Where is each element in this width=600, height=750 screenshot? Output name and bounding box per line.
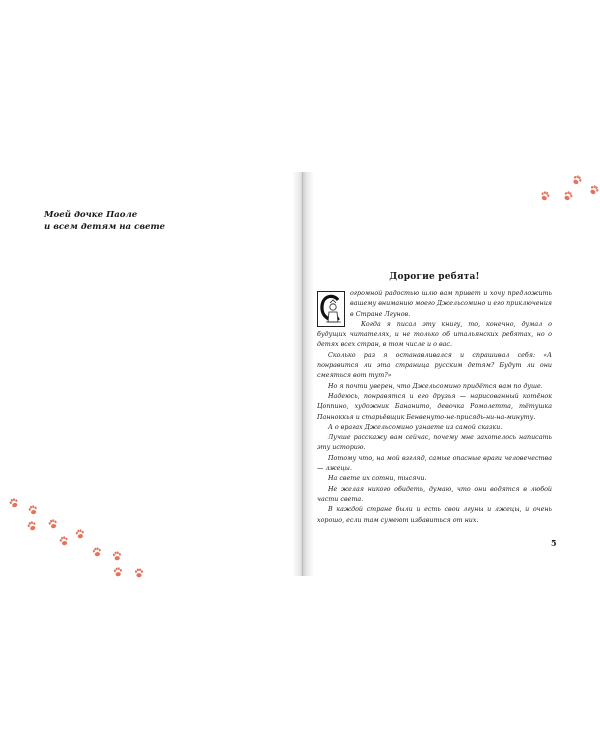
letter-paragraph: Не желая никого обидеть, думаю, что они водятся в любой части света. [317,485,552,503]
letter-paragraph: В каждой стране были и есть свои лгуны и лжецы, и очень хорошо, если там сумеют избавиться от них. [317,506,552,524]
paw-print-icon [48,519,58,530]
paw-print-icon [563,190,574,201]
paw-print-icon [59,536,69,547]
paw-print-icon [135,568,143,577]
letter-heading: Дорогие ребята! [389,272,480,282]
paw-print-icon [92,547,102,557]
letter-paragraph: Лучше расскажу вам сейчас, почему мне захотелось написать эту историю. [317,434,552,452]
dedication [44,209,244,233]
letter-paragraph: А о врагах Джельсомино узнаете из самой сказки. [328,423,503,431]
paw-print-icon [27,520,38,531]
paw-print-icon [28,505,38,516]
letter-paragraph: На свете их сотни, тысячи. [328,475,427,483]
letter-paragraph: Когда я писал эту книгу, то, конечно, думал о будущих читателях, и не только об итальянских ребятах, но о детях всех стран, в том числе и о вас. [317,320,552,349]
page-edge-line [302,172,303,576]
letter-paragraph: Сколько раз я останавливался и спрашивал себя: «А понравится ли эта страница русским детям? Будут ли они смеяться вот тут?» [317,351,552,380]
dedication-line: Моей дочке Паоле [44,210,138,220]
letter-page [317,272,552,526]
letter-paragraph: Потому что, на мой взгляд, самые опасные враги человечества — лжецы. [317,454,552,473]
letter-body [317,289,552,526]
letter-paragraph: Но я почти уверен, что Джельсомино придётся вам по душе. [328,382,543,390]
dedication-line: и всем детям на свете [44,222,166,232]
paw-print-icon [9,497,20,508]
dropcap-illustration [317,291,345,327]
paw-print-icon [571,174,582,186]
page-number: 5 [551,538,557,548]
letter-paragraph: Надеюсь, понравятся и его друзья — нарисованный котёнок Цоппино, художник Бананито, девочка Ромолетта, тётушка Панноккья и старьёвщик Бенвенуто-не-присядь-ни-на-минуту. [317,392,552,421]
paw-print-icon [588,184,599,196]
paw-print-icon [75,529,85,539]
book-gutter [292,172,314,576]
paw-print-icon [113,551,122,561]
paw-print-icon [114,567,123,577]
paw-print-icon [540,190,551,201]
letter-paragraph: огромной радостью шлю вам привет и хочу предложить вашему вниманию моего Джельсомино и его приключения в Стране Лгунов. [350,290,552,318]
